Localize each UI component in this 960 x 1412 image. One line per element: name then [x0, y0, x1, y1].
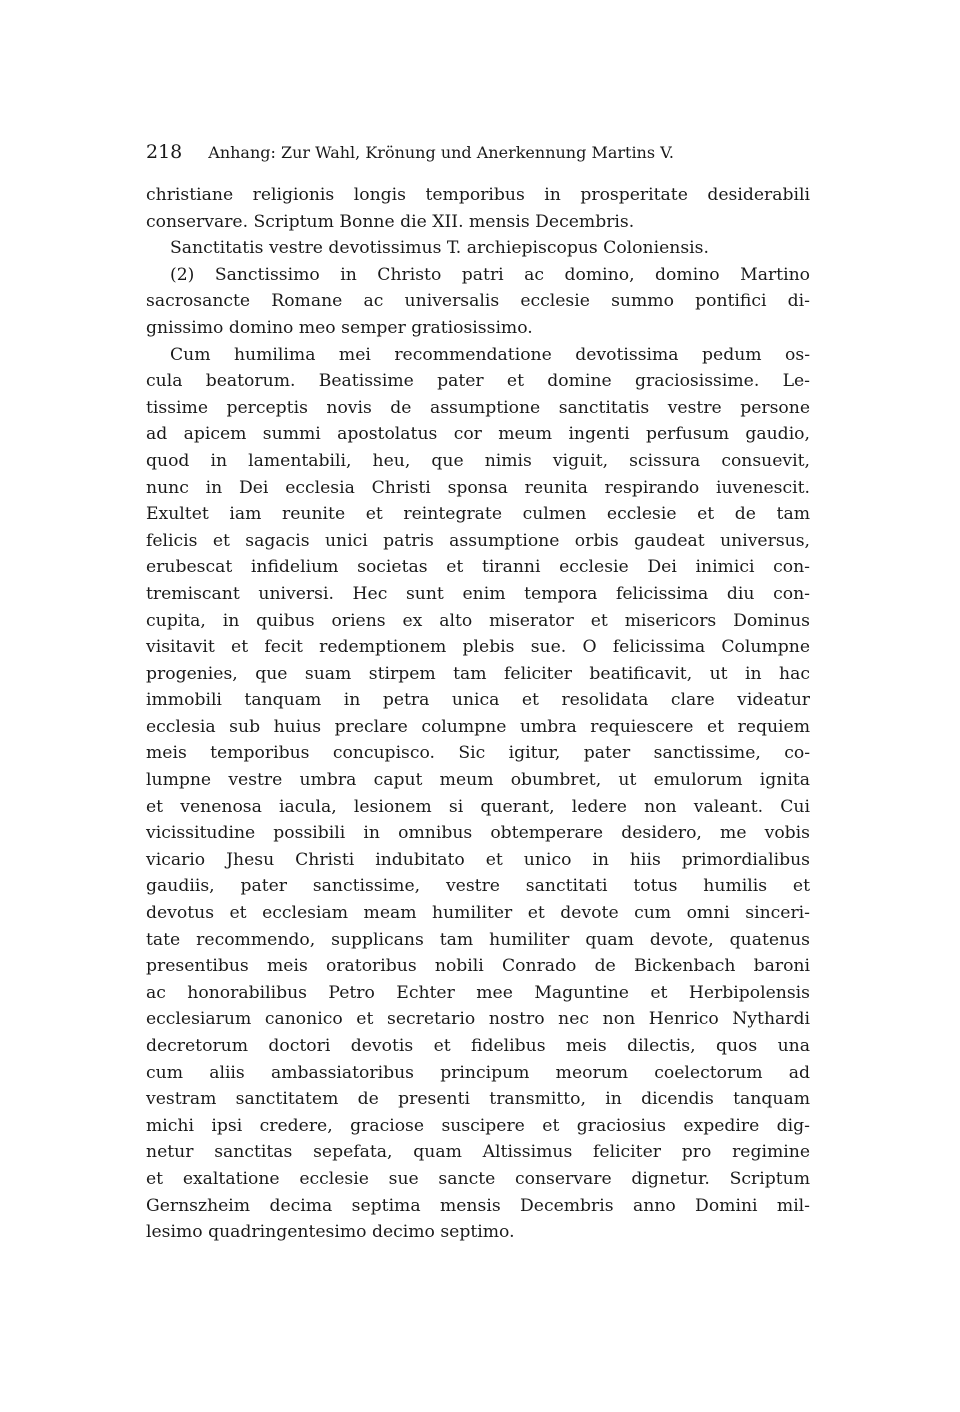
text-line: meis temporibus concupisco. Sic igitur, pater sanctissime, co-	[146, 743, 810, 764]
text-line: visitavit et fecit redemptionem plebis sue. O felicissima Columpne	[146, 637, 810, 658]
text-line: immobili tanquam in petra unica et resolidata clare videatur	[146, 690, 810, 711]
text-line: michi ipsi credere, graciose suscipere et graciosius expedire dig-	[146, 1115, 810, 1136]
text-line: ac honorabilibus Petro Echter mee Maguntine et Herbipolensis	[146, 982, 810, 1003]
text-line: felicis et sagacis unici patris assumptione orbis gaudeat universus,	[146, 530, 810, 551]
text-line: vestram sanctitatem de presenti transmitto, in dicendis tanquam	[146, 1089, 810, 1110]
text-line: cum aliis ambassiatoribus principum meorum coelectorum ad	[146, 1062, 810, 1083]
text-line: netur sanctitas sepefata, quam Altissimus feliciter pro regimine	[146, 1142, 810, 1163]
text-line: et exaltatione ecclesie sue sancte conservare dignetur. Scriptum	[146, 1168, 810, 1189]
text-line: progenies, que suam stirpem tam feliciter beatificavit, ut in hac	[146, 663, 810, 684]
text-line: christiane religionis longis temporibus in prosperitate desiderabili	[146, 185, 810, 205]
text-line: lesimo quadringentesimo decimo septimo.	[146, 1222, 515, 1243]
text-line: Gernszheim decima septima mensis Decembris anno Domini mil-	[146, 1195, 810, 1216]
text-line: tissime perceptis novis de assumptione sanctitatis vestre persone	[146, 397, 810, 418]
text-line: conservare. Scriptum Bonne die XII. mensis Decembris.	[146, 211, 635, 232]
text-line: Exultet iam reunite et reintegrate culmen ecclesie et de tam	[146, 504, 810, 525]
text-line: Cum humilima mei recommendatione devotissima pedum os-	[170, 344, 810, 365]
text-line: gnissimo domino meo semper gratiosissimo.	[146, 317, 533, 338]
text-line: ad apicem summi apostolatus cor meum ingenti perfusum gaudio,	[146, 424, 810, 445]
running-head	[146, 141, 816, 163]
text-line: tremiscant universi. Hec sunt enim tempora felicissima diu con-	[146, 583, 810, 604]
text-line: tate recommendo, supplicans tam humiliter quam devote, quatenus	[146, 929, 810, 950]
running-title: Anhang: Zur Wahl, Krönung und Anerkennung Martins V.	[208, 143, 674, 162]
text-line: ecclesiarum canonico et secretario nostro nec non Henrico Nythardi	[146, 1009, 810, 1030]
text-line: presentibus meis oratoribus nobili Conrado de Bickenbach baroni	[146, 956, 810, 977]
text-line: et venenosa iacula, lesionem si querant, ledere non valeant. Cui	[146, 796, 810, 817]
body-text	[146, 182, 810, 1246]
page-number: 218	[146, 141, 183, 163]
text-line: ecclesia sub huius preclare columpne umbra requiescere et requiem	[146, 716, 810, 737]
text-line: sacrosancte Romane ac universalis ecclesie summo pontifici di-	[146, 291, 810, 312]
text-line: nunc in Dei ecclesia Christi sponsa reunita respirando iuvenescit.	[146, 477, 810, 498]
text-line: erubescat infidelium societas et tiranni ecclesie Dei inimici con-	[146, 557, 810, 578]
text-line: vicissitudine possibili in omnibus obtemperare desidero, me vobis	[146, 823, 810, 844]
text-line: cula beatorum. Beatissime pater et domine graciosissime. Le-	[146, 371, 810, 392]
text-line: Sanctitatis vestre devotissimus T. archiepiscopus Coloniensis.	[170, 238, 709, 259]
text-line: decretorum doctori devotis et fidelibus meis dilectis, quos una	[146, 1036, 810, 1056]
text-line: devotus et ecclesiam meam humiliter et devote cum omni sinceri-	[146, 903, 810, 924]
text-line: cupita, in quibus oriens ex alto miserator et misericors Dominus	[146, 610, 810, 631]
text-line: lumpne vestre umbra caput meum obumbret, ut emulorum ignita	[146, 770, 810, 791]
text-line: vicario Jhesu Christi indubitato et unico in hiis primordialibus	[146, 849, 810, 870]
text-line: quod in lamentabili, heu, que nimis viguit, scissura consuevit,	[146, 450, 810, 471]
text-line: gaudiis, pater sanctissime, vestre sanctitati totus humilis et	[146, 876, 810, 897]
text-line: (2) Sanctissimo in Christo patri ac domino, domino Martino	[170, 264, 810, 285]
